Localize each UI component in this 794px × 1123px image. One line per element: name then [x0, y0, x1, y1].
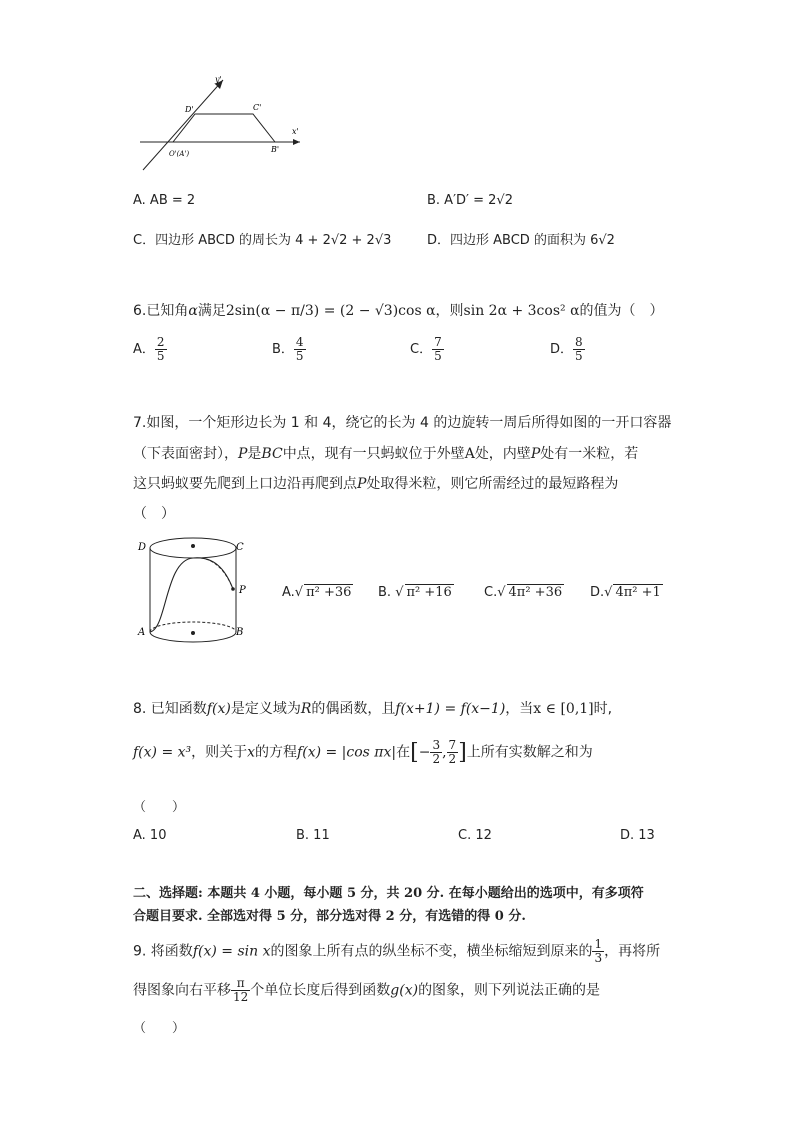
q6-option-b: B． $\frac{4}{5}$ [272, 335, 304, 363]
section2-line2: 合题目要求. 全部选对得 5 分，部分选对得 2 分，有选错的得 0 分. [133, 909, 526, 924]
q6-stem-b: 满足 [197, 303, 226, 319]
q6-equation: 2sin(α − π/3) = (2 − √3)cos α [225, 303, 436, 319]
q7-fig-b: B [236, 627, 244, 638]
q7-fig-d: D [138, 542, 147, 553]
q6-option-c: C． $\frac{7}{5}$ [410, 335, 442, 363]
q8-line1: 8. 已知函数f(x)是定义域为R的偶函数，且f(x+1) = f(x−1)，当x ∈ [0,1]时, [133, 701, 613, 717]
q7-fig-c: C [236, 542, 244, 553]
q5-option-b: B. A′D′ = 2√2 [427, 193, 513, 208]
q6-stem-c: ，则 [435, 303, 464, 319]
fig5-y-label: y' [215, 75, 222, 84]
q7-line1: 7.如图，一个矩形边长为 1 和 4，绕它的长为 4 的边旋转一周后所得如图的一开口容器 [133, 415, 672, 431]
q6-expression: sin 2α + 3cos² α [463, 303, 580, 319]
q9-paren: （ ） [133, 1021, 186, 1036]
q8-option-b: B. 11 [296, 828, 330, 843]
q6-stem-d: 的值为（ ） [579, 303, 664, 319]
q9-line2: 得图象向右平移 $\frac{\pi}{12}$ 个单位长度后得到函数g(x)的图象，则下列说法正确的是 [133, 976, 601, 1004]
q6-stem-a: 6.已知角 [133, 303, 189, 319]
q9-line1: 9. 将函数f(x) = sin x的图象上所有点的纵坐标不变，横坐标缩短到原来的 $\frac{1}{3}$ ，再将所 [133, 937, 661, 965]
q5-option-a: A. AB = 2 [133, 193, 196, 208]
q7-option-c: C.√ 4π² +36 [484, 585, 563, 600]
q7-cylinder-figure [135, 534, 255, 652]
q5-option-d: D．四边形 ABCD 的面积为 6√2 [427, 233, 615, 248]
q7-fig-a: A [138, 627, 146, 638]
q7-option-b: B. √ π² +16 [378, 585, 452, 600]
q6-stem [133, 300, 664, 320]
fig5-b-label: B' [271, 145, 280, 154]
section2-line1: 二、选择题: 本题共 4 小题，每小题 5 分，共 20 分. 在每小题给出的选项中，有多项符 [133, 886, 644, 901]
q7-fig-p: P [239, 585, 246, 596]
q8-option-c: C. 12 [458, 828, 492, 843]
q7-option-a: A.√ π² +36 [282, 585, 352, 600]
fig5-x-label: x' [292, 127, 299, 136]
q7-option-d: D.√ 4π² +1 [590, 585, 661, 600]
fig5-c-label: C' [253, 103, 262, 112]
q8-option-d: D. 13 [620, 828, 655, 843]
q5-option-c: C．四边形 ABCD 的周长为 4 + 2√2 + 2√3 [133, 233, 392, 248]
q8-line2: f(x) = x³，则关于x的方程f(x) = |cos πx|在[− $\frac{3}{2}$ , $\frac{7}{2}$ ]上所有实数解之和为 [133, 738, 593, 766]
fig5-d-label: D' [185, 105, 194, 114]
q8-option-a: A. 10 [133, 828, 167, 843]
q6-option-d: D． $\frac{8}{5}$ [550, 335, 583, 363]
q8-paren: （ ） [133, 800, 186, 815]
q6-alpha: α [188, 303, 198, 319]
q5-figure [135, 70, 310, 175]
q6-option-a: A． $\frac{2}{5}$ [133, 335, 165, 363]
q7-paren: （ ） [133, 506, 175, 522]
fig5-o-label: O'(A') [169, 150, 190, 158]
q7-line2: （下表面密封），P是BC中点，现有一只蚂蚁位于外壁A处，内壁P处有一米粒，若 [133, 446, 639, 462]
q7-line3: 这只蚂蚁要先爬到上口边沿再爬到点P处取得米粒，则它所需经过的最短路程为 [133, 476, 619, 492]
